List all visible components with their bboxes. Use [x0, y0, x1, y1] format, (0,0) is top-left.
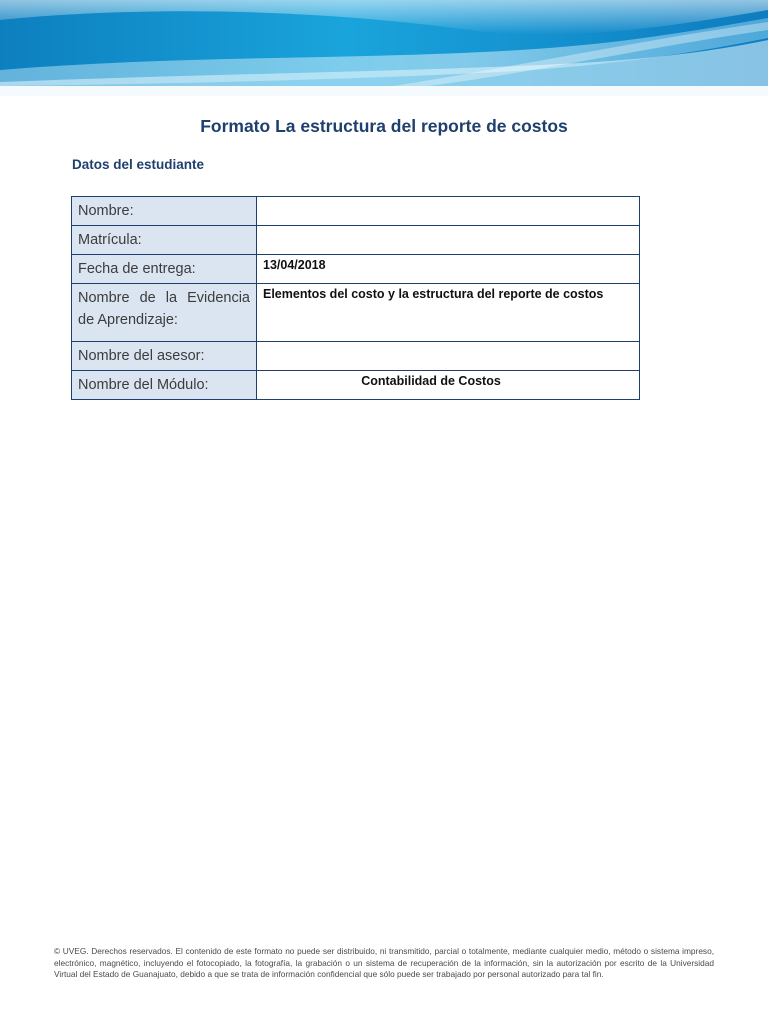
table-row-nombre-evidencia — [72, 284, 640, 342]
header-banner — [0, 0, 768, 96]
value-matricula — [257, 226, 640, 255]
value-nombre-asesor — [257, 342, 640, 371]
student-data-table — [71, 196, 640, 400]
value-nombre-evidencia: Elementos del costo y la estructura del reporte de costos — [257, 284, 640, 342]
table-row-fecha-entrega — [72, 255, 640, 284]
label-matricula: Matrícula: — [72, 226, 257, 255]
label-nombre-modulo: Nombre del Módulo: — [72, 371, 257, 400]
table-row-nombre-asesor — [72, 342, 640, 371]
table-row-nombre — [72, 197, 640, 226]
label-nombre-asesor: Nombre del asesor: — [72, 342, 257, 371]
table-row-matricula — [72, 226, 640, 255]
value-nombre — [257, 197, 640, 226]
label-nombre: Nombre: — [72, 197, 257, 226]
header-wave-graphic — [0, 0, 768, 96]
table-row-nombre-modulo — [72, 371, 640, 400]
copyright-footer: © UVEG. Derechos reservados. El contenido de este formato no puede ser distribuido, ni transmitido, parcial o totalmente, mediante cualquier medio, método o sistema impreso, electrónico, magnético, incluyendo el fotocopiado, la fotografía, la grabación o un sistema de recuperación de la información, sin la autorización por escrito de la Universidad Virtual del Estado de Guanajuato, debido a que se trata de información confidencial que sólo puede ser trabajado por personal autorizado para tal fin. — [54, 946, 714, 979]
document-title: Formato La estructura del reporte de costos — [200, 116, 568, 136]
label-nombre-evidencia: Nombre de la Evidencia de Aprendizaje: — [72, 284, 257, 342]
label-fecha-entrega: Fecha de entrega: — [72, 255, 257, 284]
value-fecha-entrega: 13/04/2018 — [257, 255, 640, 284]
value-nombre-modulo: Contabilidad de Costos — [257, 371, 640, 400]
section-heading-student-data: Datos del estudiante — [72, 157, 205, 172]
